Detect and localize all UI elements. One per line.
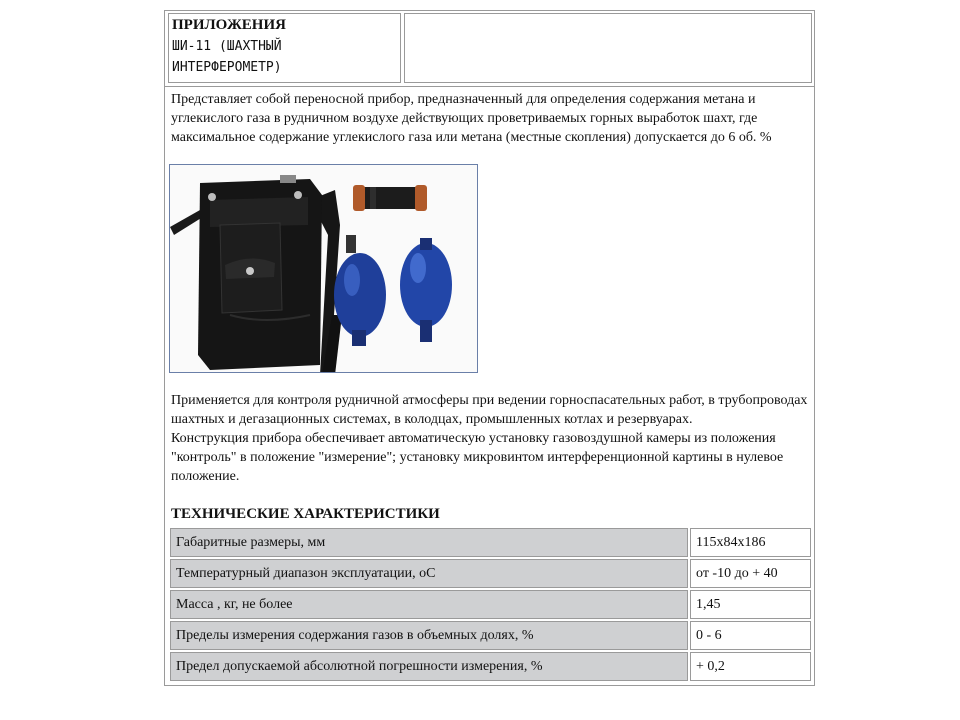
specs-title: ТЕХНИЧЕСКИЕ ХАРАКТЕРИСТИКИ: [171, 506, 440, 522]
header-row: [165, 11, 814, 87]
spec-label: Пределы измерения содержания газов в объемных долях, %: [170, 621, 688, 650]
spec-value: 115x84x186: [690, 528, 811, 557]
usage-paragraph: [171, 391, 811, 486]
table-row: [170, 528, 811, 557]
interferometer-kit-image: [170, 165, 478, 373]
device-name-line1: ШИ-11 (ШАХТНЫЙ: [172, 39, 282, 54]
spec-value: от -10 до + 40: [690, 559, 811, 588]
usage-text: Применяется для контроля рудничной атмосферы при ведении горноспасательных работ, в трубопроводах шахтных и дегазационных системах, в колодцах, промышленных котлах и резервуарах.: [171, 393, 808, 427]
spec-label: Температурный диапазон эксплуатации, оС: [170, 559, 688, 588]
spec-label: Масса , кг, не более: [170, 590, 688, 619]
spec-label: Предел допускаемой абсолютной погрешности измерения, %: [170, 652, 688, 681]
section-title: ПРИЛОЖЕНИЯ: [172, 17, 286, 33]
device-photo: [169, 164, 478, 373]
table-row: [170, 652, 811, 681]
spec-value: + 0,2: [690, 652, 811, 681]
device-name-line2: ИНТЕРФЕРОМЕТР): [172, 60, 282, 75]
specs-table: [168, 526, 813, 683]
header-empty-cell: [404, 13, 812, 83]
spec-value: 0 - 6: [690, 621, 811, 650]
content-frame: [164, 10, 815, 686]
table-row: [170, 590, 811, 619]
spec-value: 1,45: [690, 590, 811, 619]
table-row: [170, 559, 811, 588]
spec-label: Габаритные размеры, мм: [170, 528, 688, 557]
design-text: Конструкция прибора обеспечивает автоматическую установку газовоздушной камеры из положения "контроль" в положение "измерение"; установку микровинтом интерференционной картины в нулевое положение.: [171, 431, 784, 484]
intro-paragraph: Представляет собой переносной прибор, предназначенный для определения содержания метана и углекислого газа в рудничном воздухе действующих проветриваемых горных выработок шахт, где максимальное содержание углекислого газа или метана (местные скопления) допускается до 6 об. %: [171, 92, 772, 145]
table-row: [170, 621, 811, 650]
header-title-cell: [168, 13, 401, 83]
